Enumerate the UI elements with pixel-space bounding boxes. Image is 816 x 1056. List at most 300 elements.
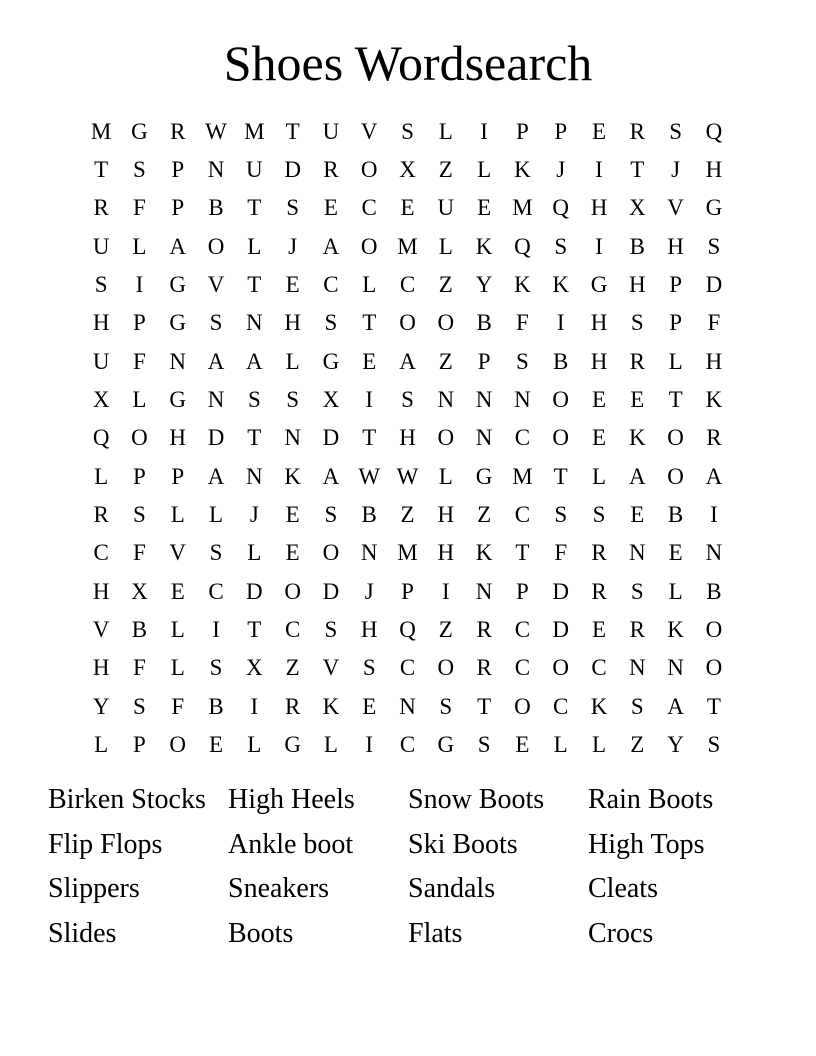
grid-letter: W [205, 118, 227, 144]
grid-letter: T [285, 118, 300, 144]
grid-letter: S [516, 348, 529, 374]
grid-letter: E [477, 195, 492, 221]
grid-letter: B [361, 502, 377, 528]
grid-letter: L [668, 578, 683, 604]
grid-letter: L [323, 732, 338, 758]
grid-letter: D [284, 157, 301, 183]
grid-letter: C [284, 617, 301, 643]
grid-letter: S [209, 310, 223, 336]
grid-letter: G [169, 272, 187, 298]
grid-letter: I [595, 233, 603, 259]
grid-letter: E [323, 195, 338, 221]
page-title: Shoes Wordsearch [223, 35, 593, 91]
grid-letter: A [169, 233, 187, 259]
grid-letter: C [514, 502, 531, 528]
grid-letter: X [322, 387, 340, 413]
grid-letter: O [705, 617, 723, 643]
grid-letter: L [438, 233, 453, 259]
grid-letter: N [475, 387, 493, 413]
word-list-item: Ski Boots [408, 828, 518, 860]
grid-letter: G [284, 732, 301, 758]
grid-letter: L [94, 463, 109, 489]
grid-letter: N [284, 425, 301, 451]
grid-letter: V [322, 655, 340, 681]
grid-letter: C [514, 425, 531, 451]
grid-letter: O [514, 693, 531, 719]
grid-letter: S [94, 272, 108, 298]
grid-letter: T [247, 272, 262, 298]
grid-letter: Q [552, 195, 570, 221]
grid-letter: L [591, 732, 607, 758]
grid-letter: C [208, 578, 224, 604]
grid-letter: N [169, 348, 187, 374]
grid-letter: G [705, 195, 723, 221]
grid-letter: U [322, 118, 340, 144]
grid-letter: E [400, 195, 415, 221]
grid-letter: Z [438, 272, 453, 298]
grid-letter: T [362, 425, 377, 451]
grid-letter: E [591, 617, 607, 643]
grid-letter: N [667, 655, 684, 681]
grid-letter: M [397, 540, 418, 566]
word-list-item: Flip Flops [48, 828, 163, 860]
grid-letter: K [590, 693, 608, 719]
grid-letter: V [667, 195, 684, 221]
grid-letter: S [362, 655, 376, 681]
word-list-item: High Heels [228, 784, 355, 815]
grid-letter: S [209, 655, 223, 681]
grid-letter: S [324, 310, 338, 336]
grid-letter: A [246, 348, 263, 374]
grid-letter: P [133, 310, 146, 336]
grid-letter: C [399, 732, 416, 758]
grid-letter: A [705, 463, 723, 489]
grid-letter: N [628, 655, 646, 681]
grid-letter: H [284, 310, 301, 336]
word-list-item: Rain Boots [588, 784, 714, 815]
grid-letter: O [705, 655, 723, 681]
grid-letter: L [247, 540, 262, 566]
letter-grid [82, 112, 733, 764]
grid-letter: L [94, 732, 109, 758]
grid-letter: J [671, 157, 681, 183]
grid-letter: G [475, 463, 493, 489]
grid-letter: S [630, 310, 644, 336]
grid-letter: M [397, 233, 418, 259]
grid-letter: F [554, 540, 568, 566]
grid-letter: O [399, 310, 416, 336]
grid-letter: R [170, 118, 186, 144]
grid-letter: K [475, 540, 493, 566]
grid-letter: L [170, 502, 185, 528]
word-list-item: Snow Boots [408, 784, 545, 815]
grid-letter: T [668, 387, 683, 413]
grid-letter: L [170, 617, 185, 643]
grid-letter: N [246, 463, 263, 489]
grid-letter: I [365, 732, 374, 758]
grid-letter: O [360, 233, 378, 259]
grid-letter: L [170, 655, 185, 681]
grid-letter: S [707, 233, 721, 259]
grid-letter: B [476, 310, 492, 336]
grid-letter: L [477, 157, 492, 183]
grid-letter: C [591, 655, 607, 681]
grid-letter: Q [92, 425, 110, 451]
grid-letter: I [212, 617, 220, 643]
grid-letter: S [286, 195, 300, 221]
grid-letter: M [512, 463, 533, 489]
grid-letter: E [630, 387, 645, 413]
grid-letter: Y [475, 272, 493, 298]
grid-letter: C [399, 272, 416, 298]
grid-letter: N [475, 578, 493, 604]
grid-letter: L [209, 502, 224, 528]
grid-letter: I [135, 272, 144, 298]
grid-letter: V [360, 118, 378, 144]
grid-letter: F [133, 348, 146, 374]
grid-letter: O [437, 310, 455, 336]
grid-letter: R [629, 617, 645, 643]
grid-letter: D [322, 425, 340, 451]
grid-letter: P [171, 157, 185, 183]
grid-letter: K [552, 272, 570, 298]
grid-letter: X [399, 157, 416, 183]
grid-letter: R [629, 348, 645, 374]
grid-letter: E [170, 578, 185, 604]
grid-letter: R [284, 693, 301, 719]
grid-letter: J [288, 233, 298, 259]
grid-letter: C [93, 540, 109, 566]
grid-letter: O [207, 233, 225, 259]
grid-letter: C [361, 195, 377, 221]
grid-letter: E [209, 732, 224, 758]
grid-letter: N [437, 387, 455, 413]
grid-letter: I [365, 387, 374, 413]
grid-letter: H [92, 310, 110, 336]
grid-letter: U [92, 233, 110, 259]
grid-letter: G [590, 272, 608, 298]
grid-letter: N [207, 157, 225, 183]
grid-letter: Q [399, 617, 416, 643]
grid-letter: S [324, 502, 338, 528]
grid-letter: I [480, 118, 488, 144]
grid-letter: G [131, 118, 148, 144]
grid-letter: T [94, 157, 109, 183]
word-list-item: Flats [408, 917, 463, 949]
grid-letter: H [590, 310, 608, 336]
grid-letter: B [131, 617, 148, 643]
grid-letter: H [399, 425, 416, 451]
grid-letter: N [628, 540, 646, 566]
grid-letter: S [554, 502, 568, 528]
grid-letter: M [512, 195, 533, 221]
grid-letter: Z [285, 655, 300, 681]
grid-letter: A [322, 463, 340, 489]
grid-letter: O [552, 655, 570, 681]
grid-letter: R [323, 157, 339, 183]
grid-letter: B [706, 578, 722, 604]
grid-letter: P [669, 310, 682, 336]
grid-letter: K [475, 233, 493, 259]
grid-letter: R [706, 425, 722, 451]
word-list-item: High Tops [588, 828, 705, 860]
grid-letter: S [133, 157, 146, 183]
grid-letter: O [169, 732, 187, 758]
grid-letter: E [362, 348, 377, 374]
grid-letter: N [360, 540, 378, 566]
grid-letter: H [360, 617, 378, 643]
grid-letter: Y [667, 732, 684, 758]
grid-letter: L [668, 348, 683, 374]
grid-letter: S [630, 578, 644, 604]
grid-letter: B [629, 233, 645, 259]
grid-letter: X [628, 195, 646, 221]
grid-letter: H [437, 502, 455, 528]
grid-letter: K [514, 157, 531, 183]
grid-letter: O [552, 387, 570, 413]
grid-letter: L [438, 118, 453, 144]
grid-letter: N [705, 540, 723, 566]
grid-letter: N [246, 310, 263, 336]
grid-letter: O [437, 425, 455, 451]
grid-letter: P [554, 118, 568, 144]
grid-letter: R [591, 578, 607, 604]
grid-letter: S [247, 387, 261, 413]
grid-letter: M [90, 118, 112, 144]
grid-letter: O [437, 655, 455, 681]
grid-letter: Y [92, 693, 110, 719]
grid-letter: R [591, 540, 607, 566]
grid-letter: S [401, 118, 414, 144]
grid-letter: Z [400, 502, 415, 528]
grid-letter: R [93, 502, 109, 528]
grid-letter: F [133, 655, 146, 681]
grid-letter: G [169, 387, 187, 413]
grid-letter: V [92, 617, 110, 643]
grid-letter: H [169, 425, 187, 451]
grid-letter: O [284, 578, 301, 604]
grid-letter: U [437, 195, 455, 221]
grid-letter: I [556, 310, 565, 336]
grid-letter: C [323, 272, 339, 298]
grid-letter: E [285, 272, 300, 298]
grid-letter: K [628, 425, 646, 451]
word-list-item: Crocs [588, 917, 654, 949]
grid-letter: X [246, 655, 263, 681]
grid-letter: C [514, 655, 531, 681]
grid-letter: A [207, 463, 225, 489]
grid-letter: S [324, 617, 338, 643]
word-list-item: Birken Stocks [48, 784, 206, 815]
grid-letter: E [285, 502, 300, 528]
grid-letter: T [553, 463, 568, 489]
grid-letter: Z [630, 732, 645, 758]
grid-letter: S [592, 502, 606, 528]
grid-letter: L [591, 463, 607, 489]
grid-letter: L [285, 348, 300, 374]
grid-letter: H [628, 272, 646, 298]
grid-letter: C [514, 617, 531, 643]
grid-letter: O [667, 425, 684, 451]
grid-letter: E [362, 693, 377, 719]
grid-letter: L [553, 732, 568, 758]
grid-letter: H [590, 195, 608, 221]
grid-letter: L [132, 387, 147, 413]
grid-letter: U [92, 348, 110, 374]
grid-letter: A [322, 233, 340, 259]
grid-letter: V [207, 272, 225, 298]
grid-letter: E [591, 387, 607, 413]
grid-letter: E [591, 425, 607, 451]
grid-letter: T [706, 693, 721, 719]
grid-letter: B [553, 348, 569, 374]
grid-letter: E [668, 540, 683, 566]
grid-letter: A [207, 348, 225, 374]
grid-letter: F [171, 693, 185, 719]
grid-letter: S [439, 693, 453, 719]
grid-letter: H [705, 157, 723, 183]
grid-letter: P [401, 578, 414, 604]
grid-letter: T [477, 693, 492, 719]
grid-letter: H [92, 578, 110, 604]
grid-letter: H [590, 348, 608, 374]
grid-letter: X [92, 387, 110, 413]
grid-letter: P [477, 348, 491, 374]
grid-letter: N [475, 425, 493, 451]
grid-letter: X [131, 578, 148, 604]
grid-letter: B [208, 195, 224, 221]
grid-letter: O [552, 425, 570, 451]
grid-letter: I [250, 693, 259, 719]
grid-letter: L [247, 233, 262, 259]
word-list [48, 780, 768, 958]
grid-letter: R [476, 655, 492, 681]
grid-letter: G [322, 348, 340, 374]
grid-letter: Q [705, 118, 723, 144]
grid-letter: S [133, 502, 146, 528]
grid-letter: F [707, 310, 721, 336]
grid-letter: O [667, 463, 684, 489]
grid-letter: K [322, 693, 340, 719]
grid-letter: Z [438, 617, 453, 643]
grid-letter: Z [438, 157, 453, 183]
word-list-item: Slippers [48, 873, 140, 904]
word-list-item: Sneakers [228, 873, 330, 904]
grid-letter: T [247, 195, 262, 221]
grid-letter: R [629, 118, 645, 144]
grid-letter: B [667, 502, 684, 528]
grid-letter: T [247, 425, 262, 451]
grid-letter: A [399, 348, 416, 374]
grid-letter: J [556, 157, 566, 183]
grid-letter: H [705, 348, 723, 374]
grid-letter: N [207, 387, 225, 413]
grid-letter: V [169, 540, 187, 566]
grid-letter: J [364, 578, 374, 604]
grid-letter: P [516, 118, 529, 144]
grid-letter: P [133, 732, 146, 758]
grid-letter: K [284, 463, 301, 489]
grid-letter: D [552, 617, 570, 643]
word-list-item: Sandals [408, 873, 496, 904]
grid-letter: C [553, 693, 569, 719]
grid-letter: W [396, 463, 419, 489]
grid-letter: K [667, 617, 684, 643]
grid-letter: E [285, 540, 300, 566]
grid-letter: I [595, 157, 603, 183]
grid-letter: P [171, 463, 185, 489]
grid-letter: R [93, 195, 109, 221]
grid-letter: T [247, 617, 262, 643]
grid-letter: G [169, 310, 187, 336]
grid-letter: D [552, 578, 570, 604]
grid-letter: A [628, 463, 646, 489]
grid-letter: D [246, 578, 263, 604]
grid-letter: S [669, 118, 682, 144]
grid-letter: A [667, 693, 684, 719]
grid-letter: W [358, 463, 381, 489]
grid-letter: G [437, 732, 455, 758]
grid-letter: P [171, 195, 185, 221]
grid-letter: E [591, 118, 607, 144]
grid-letter: S [286, 387, 300, 413]
grid-letter: L [132, 233, 147, 259]
grid-letter: S [707, 732, 721, 758]
grid-letter: E [515, 732, 530, 758]
grid-letter: S [554, 233, 568, 259]
grid-letter: P [669, 272, 682, 298]
grid-letter: P [133, 463, 146, 489]
grid-letter: I [710, 502, 718, 528]
grid-letter: H [667, 233, 684, 259]
grid-letter: Z [438, 348, 453, 374]
grid-letter: T [630, 157, 645, 183]
grid-letter: L [362, 272, 377, 298]
grid-letter: Z [477, 502, 492, 528]
grid-letter: N [399, 693, 416, 719]
grid-letter: M [244, 118, 265, 144]
word-list-item: Slides [48, 917, 117, 949]
grid-letter: O [322, 540, 340, 566]
grid-letter: I [441, 578, 450, 604]
grid-letter: K [705, 387, 723, 413]
grid-letter: J [249, 502, 259, 528]
grid-letter: L [438, 463, 453, 489]
grid-letter: F [133, 540, 146, 566]
grid-letter: B [208, 693, 224, 719]
grid-letter: T [515, 540, 530, 566]
grid-letter: O [360, 157, 378, 183]
grid-letter: C [399, 655, 416, 681]
grid-letter: S [133, 693, 146, 719]
grid-letter: U [246, 157, 263, 183]
grid-letter: R [476, 617, 492, 643]
grid-letter: S [477, 732, 491, 758]
grid-letter: S [209, 540, 223, 566]
grid-letter: H [437, 540, 455, 566]
grid-letter: F [516, 310, 529, 336]
grid-letter: L [247, 732, 262, 758]
grid-letter: F [133, 195, 146, 221]
grid-letter: D [322, 578, 340, 604]
word-list-item: Boots [228, 917, 294, 949]
grid-letter: D [705, 272, 723, 298]
grid-letter: K [514, 272, 531, 298]
grid-letter: D [207, 425, 225, 451]
grid-letter: E [630, 502, 645, 528]
word-list-item: Cleats [588, 873, 658, 904]
grid-letter: H [92, 655, 110, 681]
